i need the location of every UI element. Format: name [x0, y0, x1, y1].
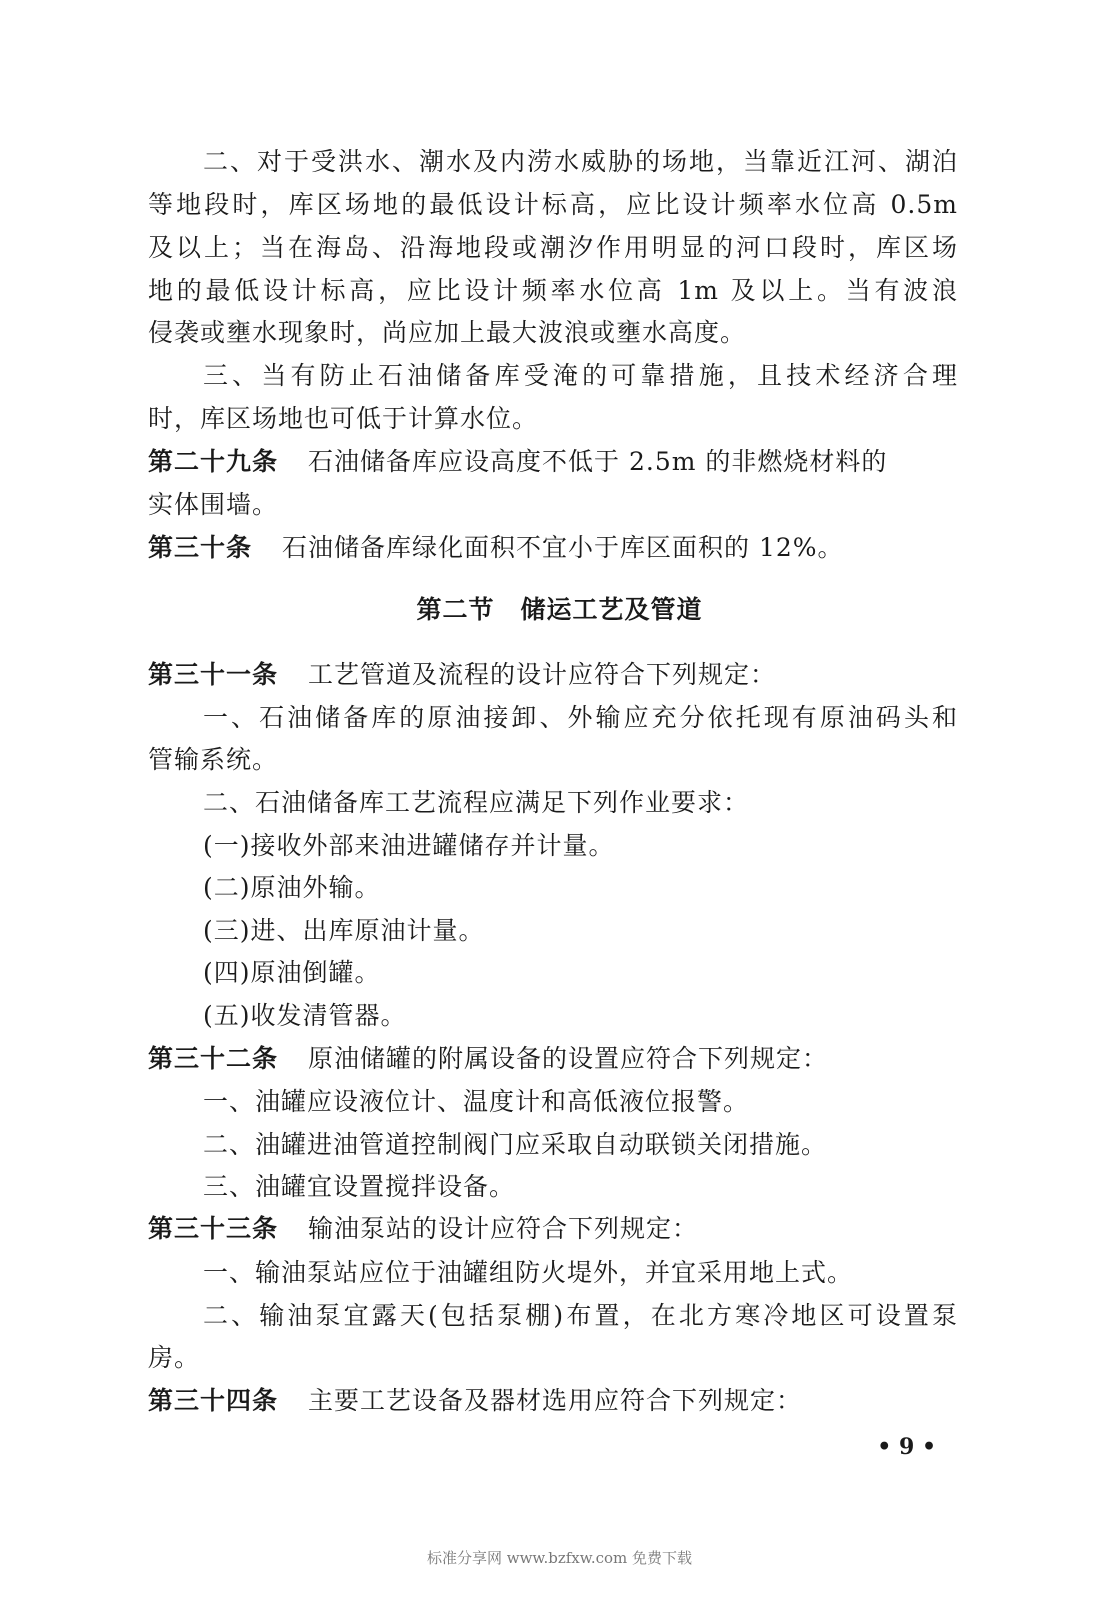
article-33 [148, 1214, 958, 1244]
paragraph-line: 二、对于受洪水、潮水及内涝水威胁的场地，当靠近江河、湖泊 [203, 147, 958, 176]
paragraph-line: 管输系统。 [148, 745, 279, 774]
article-34 [148, 1386, 958, 1416]
page-number: • 9 • [877, 1434, 936, 1460]
footer-watermark: 标准分享网 www.bzfxw.com 免费下载 [426, 1549, 693, 1567]
article-label: 第三十一条 [148, 660, 279, 689]
paragraph-line: 时，库区场地也可低于计算水位。 [148, 404, 539, 433]
paragraph-line: 二、石油储备库工艺流程应满足下列作业要求： [203, 788, 750, 817]
list-item: (二)原油外输。 [203, 873, 381, 902]
article-label: 第三十三条 [148, 1214, 279, 1243]
paragraph-line: 房。 [148, 1343, 201, 1372]
list-item: (四)原油倒罐。 [203, 958, 381, 987]
paragraph-line: 实体围墙。 [148, 490, 279, 519]
article-32 [148, 1044, 958, 1074]
article-text: 主要工艺设备及器材选用应符合下列规定： [308, 1386, 803, 1415]
paragraph-line: 侵袭或壅水现象时，尚应加上最大波浪或壅水高度。 [148, 318, 747, 347]
list-item: (三)进、出库原油计量。 [203, 916, 485, 945]
paragraph-line: 及以上；当在海岛、沿海地段或潮汐作用明显的河口段时，库区场 [148, 233, 958, 262]
article-text: 原油储罐的附属设备的设置应符合下列规定： [308, 1044, 829, 1073]
article-text: 工艺管道及流程的设计应符合下列规定： [308, 660, 777, 689]
article-31 [148, 660, 958, 690]
article-text: 石油储备库绿化面积不宜小于库区面积的 12%。 [282, 533, 844, 562]
article-30 [148, 533, 958, 563]
article-29 [148, 447, 958, 477]
list-item: 二、油罐进油管道控制阀门应采取自动联锁关闭措施。 [203, 1130, 828, 1159]
article-label: 第三十四条 [148, 1386, 279, 1415]
list-item: (五)收发清管器。 [203, 1001, 407, 1030]
list-item: 一、输油泵站应位于油罐组防火堤外，并宜采用地上式。 [203, 1258, 854, 1287]
list-item: 二、输油泵宜露天(包括泵棚)布置，在北方寒冷地区可设置泵 [203, 1301, 958, 1330]
paragraph-line: 一、石油储备库的原油接卸、外输应充分依托现有原油码头和 [203, 703, 958, 732]
article-label: 第三十二条 [148, 1044, 279, 1073]
article-label: 第三十条 [148, 533, 253, 562]
list-item: (一)接收外部来油进罐储存并计量。 [203, 831, 615, 860]
article-text: 输油泵站的设计应符合下列规定： [308, 1214, 699, 1243]
article-text: 石油储备库应设高度不低于 2.5m 的非燃烧材料的 [308, 447, 888, 476]
section-heading: 第二节 储运工艺及管道 [416, 595, 703, 624]
paragraph-line: 等地段时，库区场地的最低设计标高，应比设计频率水位高 0.5m [148, 190, 958, 219]
list-item: 三、油罐宜设置搅拌设备。 [203, 1172, 516, 1201]
paragraph-line: 三、当有防止石油储备库受淹的可靠措施，且技术经济合理 [203, 361, 958, 390]
list-item: 一、油罐应设液位计、温度计和高低液位报警。 [203, 1087, 750, 1116]
paragraph-line: 地的最低设计标高，应比设计频率水位高 1m 及以上。当有波浪 [148, 276, 958, 305]
article-label: 第二十九条 [148, 447, 279, 476]
